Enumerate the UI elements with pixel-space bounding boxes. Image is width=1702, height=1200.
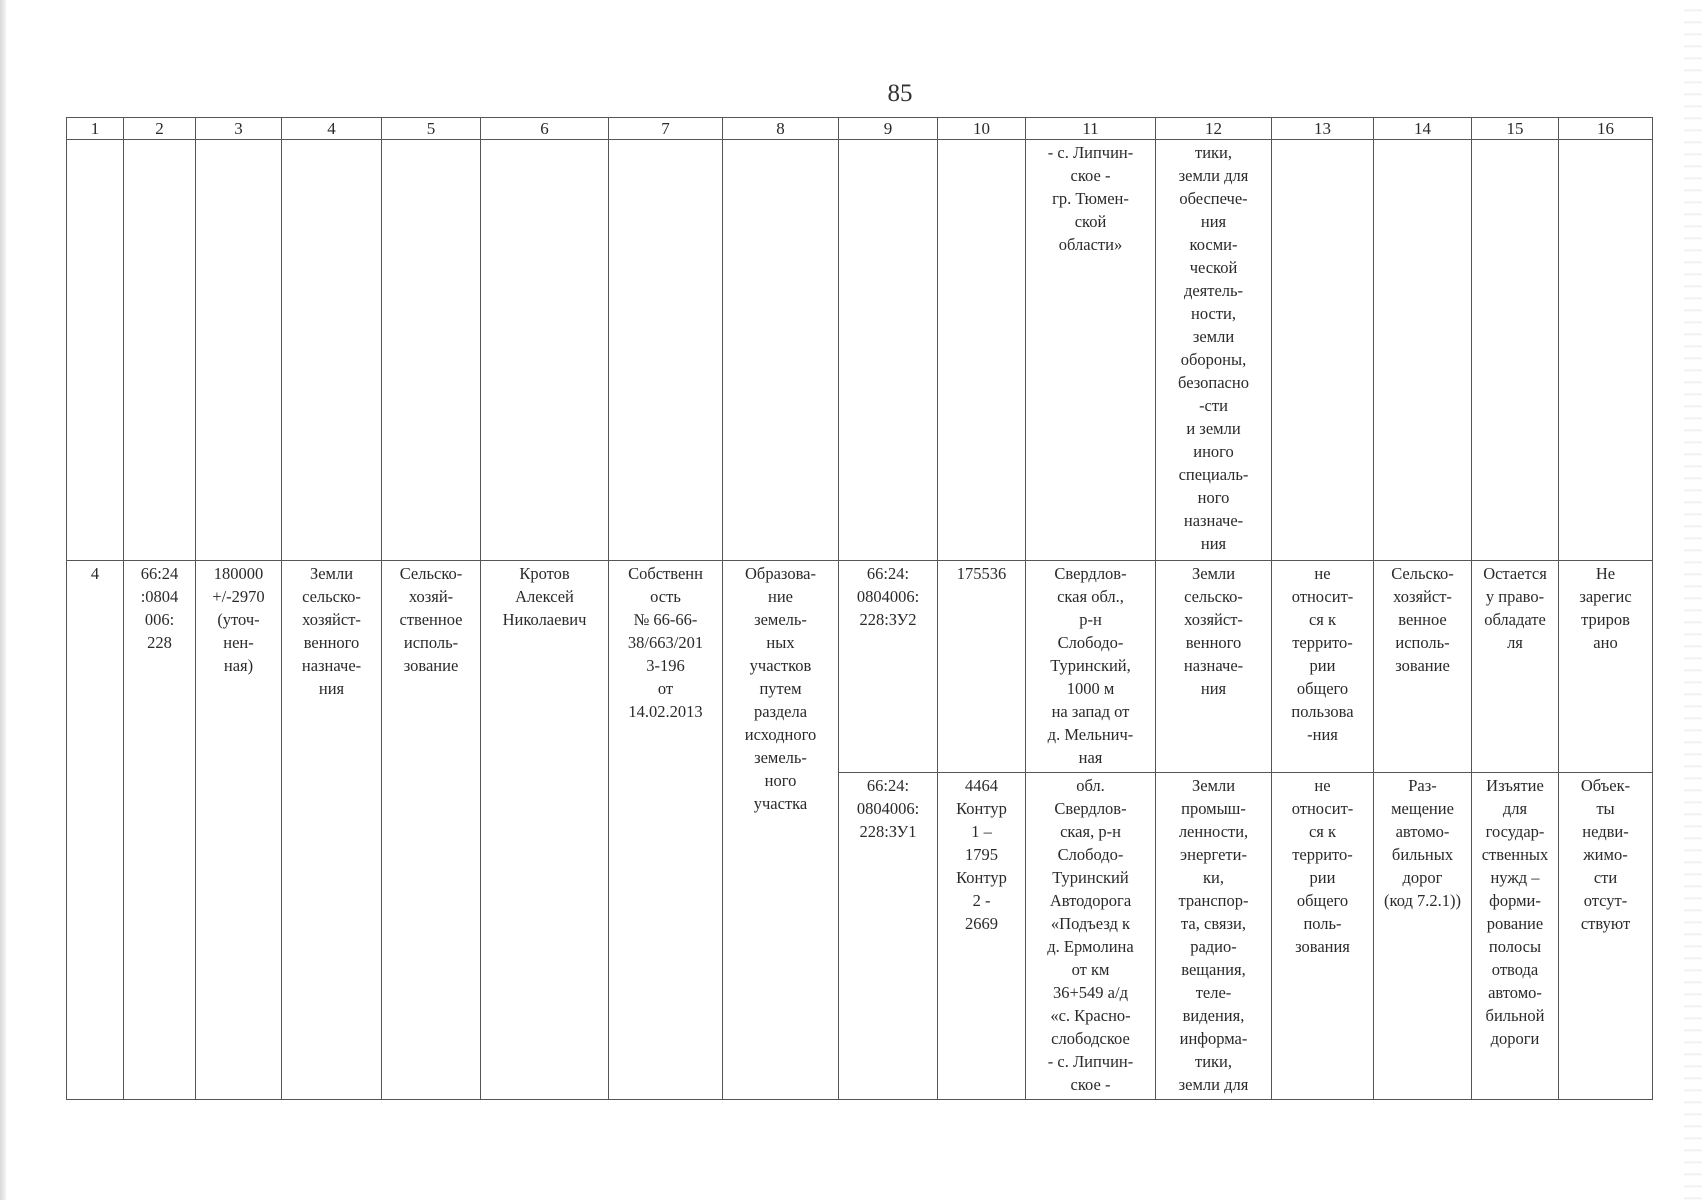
empty-cell xyxy=(67,140,124,561)
column-number-row xyxy=(67,118,1653,140)
empty-cell xyxy=(723,140,839,561)
header-cell: 7 xyxy=(609,118,723,140)
header-cell: 2 xyxy=(124,118,196,140)
header-cell: 8 xyxy=(723,118,839,140)
part-location-cell: обл. Свердлов- ская, р-н Слободо- Туринский Автодорога «Подъезд к д. Ермолина от км 36+549 а/д «с. Красно- слободское - с. Липчин- ское - xyxy=(1026,772,1156,1099)
header-cell: 10 xyxy=(938,118,1026,140)
continued-location-cell: - с. Липчин- ское - гр. Тюмен- ской области» xyxy=(1026,140,1156,561)
header-cell: 16 xyxy=(1559,118,1653,140)
scan-right-edge xyxy=(1684,0,1702,1200)
header-cell: 14 xyxy=(1374,118,1472,140)
empty-cell xyxy=(1472,140,1559,561)
part-use-cell: Раз- мещение автомо- бильных дорог (код 7.2.1)) xyxy=(1374,772,1472,1099)
continued-category-cell: тики, земли для обеспече- ния косми- ческой деятель- ности, земли обороны, безопасно -сти и земли иного специаль- ного назначе- ния xyxy=(1156,140,1272,561)
empty-cell xyxy=(1559,140,1653,561)
header-cell: 3 xyxy=(196,118,282,140)
header-cell: 6 xyxy=(481,118,609,140)
part-category-cell: Земли сельско- хозяйст- венного назначе- ния xyxy=(1156,561,1272,773)
empty-cell xyxy=(196,140,282,561)
part-status-cell: Не зарегис триров ано xyxy=(1559,561,1653,773)
continued-row xyxy=(67,140,1653,561)
action-cell: Образова- ние земель- ных участков путем раздела исходного земель- ного участка xyxy=(723,561,839,1100)
empty-cell xyxy=(382,140,481,561)
cadastral-number-cell: 66:24 :0804 006: 228 xyxy=(124,561,196,1100)
part-fate-cell: Изъятие для государ- ственных нужд – форми- рование полосы отвода автомо- бильной дороги xyxy=(1472,772,1559,1099)
part-public-cell: не относит- ся к террито- рии общего пользова -ния xyxy=(1272,561,1374,773)
empty-cell xyxy=(282,140,382,561)
empty-cell xyxy=(481,140,609,561)
header-cell: 11 xyxy=(1026,118,1156,140)
part-category-cell: Земли промыш- ленности, энергети- ки, транспор- та, связи, радио- вещания, теле- видения, информа- тики, земли для xyxy=(1156,772,1272,1099)
part-id-cell: 66:24: 0804006: 228:ЗУ2 xyxy=(839,561,938,773)
right-registration-cell: Собственн ость № 66-66- 38/663/201 3-196 от 14.02.2013 xyxy=(609,561,723,1100)
record-number-cell: 4 xyxy=(67,561,124,1100)
part-area-cell: 175536 xyxy=(938,561,1026,773)
empty-cell xyxy=(839,140,938,561)
header-cell: 5 xyxy=(382,118,481,140)
part-location-cell: Свердлов- ская обл., р-н Слободо- Туринский, 1000 м на запад от д. Мельнич- ная xyxy=(1026,561,1156,773)
page-number: 85 xyxy=(887,80,913,107)
part-area-cell: 4464 Контур 1 – 1795 Контур 2 - 2669 xyxy=(938,772,1026,1099)
part-public-cell: не относит- ся к террито- рии общего поль- зования xyxy=(1272,772,1374,1099)
scan-left-edge xyxy=(0,0,6,1200)
land-category-cell: Земли сельско- хозяйст- венного назначе- ния xyxy=(282,561,382,1100)
header-cell: 1 xyxy=(67,118,124,140)
header-cell: 15 xyxy=(1472,118,1559,140)
part-id-cell: 66:24: 0804006: 228:ЗУ1 xyxy=(839,772,938,1099)
header-cell: 12 xyxy=(1156,118,1272,140)
header-cell: 4 xyxy=(282,118,382,140)
record-row-zu2 xyxy=(67,561,1653,773)
part-use-cell: Сельско- хозяйст- венное исполь- зование xyxy=(1374,561,1472,773)
empty-cell xyxy=(609,140,723,561)
header-cell: 13 xyxy=(1272,118,1374,140)
empty-cell xyxy=(124,140,196,561)
area-cell: 180000 +/-2970 (уточ- нен- ная) xyxy=(196,561,282,1100)
part-fate-cell: Остается у право- обладате ля xyxy=(1472,561,1559,773)
empty-cell xyxy=(938,140,1026,561)
part-status-cell: Объек- ты недви- жимо- сти отсут- ствуют xyxy=(1559,772,1653,1099)
land-plot-table xyxy=(66,117,1653,1100)
empty-cell xyxy=(1374,140,1472,561)
permitted-use-cell: Сельско- хозяй- ственное исполь- зование xyxy=(382,561,481,1100)
empty-cell xyxy=(1272,140,1374,561)
header-cell: 9 xyxy=(839,118,938,140)
owner-cell: Кротов Алексей Николаевич xyxy=(481,561,609,1100)
